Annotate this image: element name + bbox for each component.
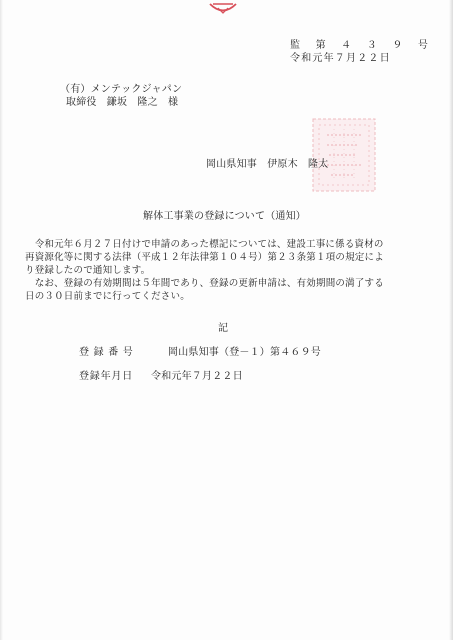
addressee-person: 取締役 鎌坂 隆之 様: [66, 97, 179, 108]
official-seal-stamp-icon: [309, 115, 379, 195]
document-date: 令和元年７月２２日: [290, 53, 391, 64]
registration-date-value: 令和元年７月２２日: [151, 371, 243, 382]
registration-number-value: 岡山県知事（登－１）第４６９号: [168, 347, 321, 358]
document-number: 監 第 ４ ３ ９ 号: [290, 40, 435, 51]
ki-heading: 記: [218, 323, 229, 334]
document-subject: 解体工事業の登録について（通知）: [143, 211, 306, 222]
sender-name: 岡山県知事 伊原木 隆太: [206, 159, 329, 170]
body-line: 日の３０日前までに行ってください。: [25, 291, 190, 302]
scan-edge-right: [449, 0, 453, 640]
body-line: 再資源化等に関する法律（平成１２年法律第１０４号）第２３条第１項の規定によ: [25, 252, 384, 263]
scan-edge-left: [0, 0, 3, 640]
registration-number-label: 登録番号: [79, 347, 138, 358]
red-seal-mark-icon: [208, 2, 238, 17]
body-line: 令和元年６月２７日付けで申請のあった標記については、建設工事に係る資材の: [25, 239, 384, 250]
body-line: なお、登録の有効期間は５年間であり、登録の更新申請は、有効期間の満了する: [25, 278, 384, 289]
registration-date-label: 登録年月日: [79, 371, 133, 382]
addressee-company: （有）メンテックジャパン: [60, 84, 183, 95]
body-line: り登録したので通知します。: [25, 265, 151, 276]
